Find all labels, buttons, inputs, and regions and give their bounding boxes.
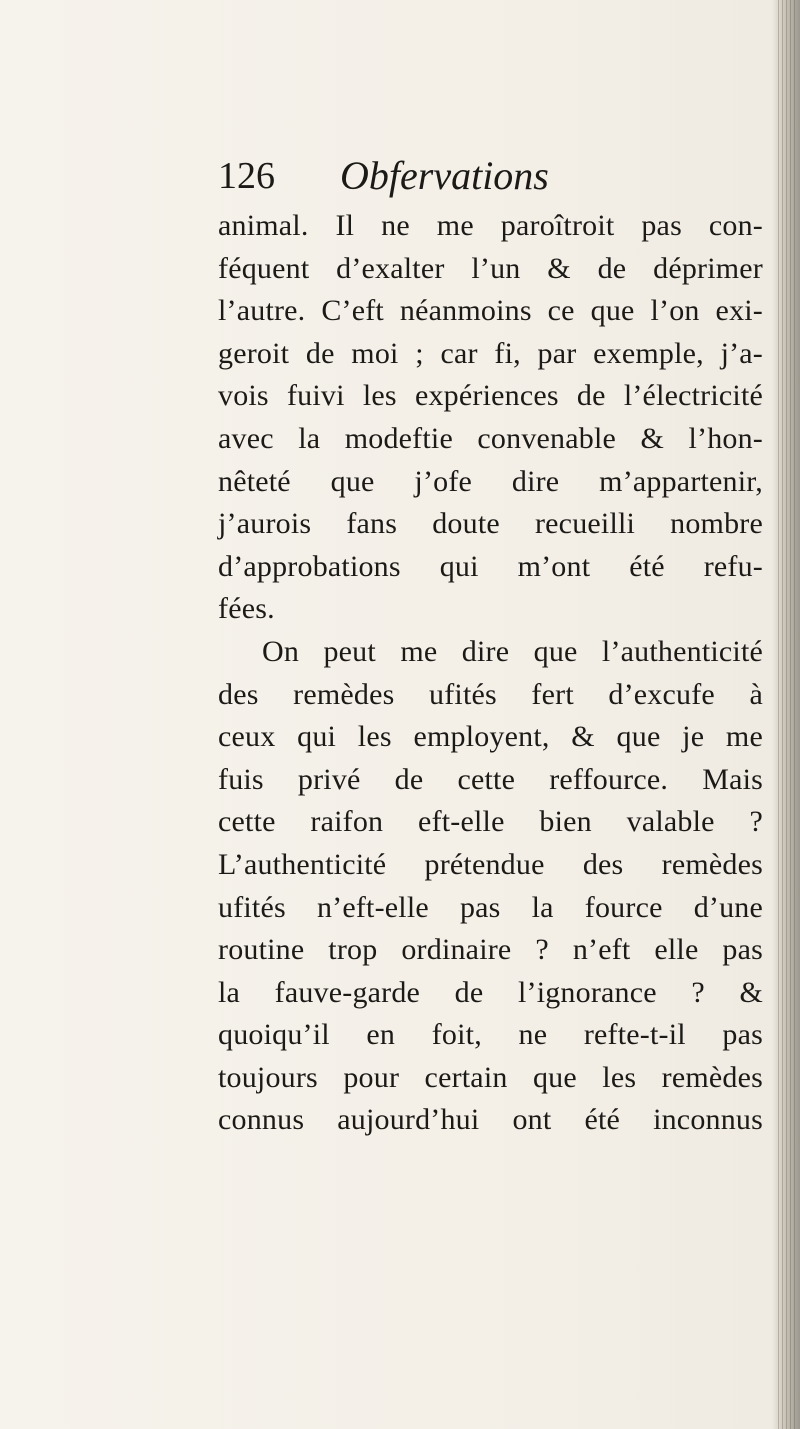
text-line: routine trop ordinaire ? n’eft elle pas (218, 933, 763, 967)
text-line: toujours pour certain que les remèdes (218, 1060, 763, 1094)
text-line: ufités n’eft-elle pas la fource d’une (218, 890, 763, 924)
text-line: avec la modeftie convenable & l’hon- (218, 421, 763, 455)
text-line: vois fuivi les expériences de l’électricité (218, 379, 763, 413)
text-line: geroit de moi ; car fi, par exemple, j’a- (218, 336, 763, 370)
text-line: féquent d’exalter l’un & de déprimer (218, 251, 763, 285)
text-line: l’autre. C’eft néanmoins ce que l’on exi- (218, 294, 763, 328)
text-line: ceux qui les employent, & que je me (218, 720, 763, 754)
text-line: des remèdes ufités fert d’excufe à (218, 677, 763, 711)
page-number: 126 (218, 155, 275, 197)
text-line: fuis privé de cette reffource. Mais (218, 762, 763, 796)
text-line: cette raifon eft-elle bien valable ? (218, 805, 763, 839)
text-line: quoiqu’il en foit, ne refte-t-il pas (218, 1018, 763, 1052)
text-line: j’aurois fans doute recueilli nombre (218, 507, 763, 541)
text-line: nêteté que j’ofe dire m’appartenir, (218, 464, 763, 498)
page-header (218, 150, 758, 202)
text-line: fées. (218, 592, 275, 626)
page-edge-leaves (778, 0, 798, 1429)
text-line: L’authenticité prétendue des remèdes (218, 847, 763, 881)
text-line: d’approbations qui m’ont été refu- (218, 549, 763, 583)
running-title: Obfervations (340, 153, 549, 198)
text-line: la fauve-garde de l’ignorance ? & (218, 975, 763, 1009)
text-line: On peut me dire que l’authenticité (262, 634, 763, 668)
body-text (218, 205, 763, 1142)
text-line: animal. Il ne me paroîtroit pas con- (218, 209, 763, 242)
text-line: connus aujourd’hui ont été inconnus (218, 1103, 763, 1137)
